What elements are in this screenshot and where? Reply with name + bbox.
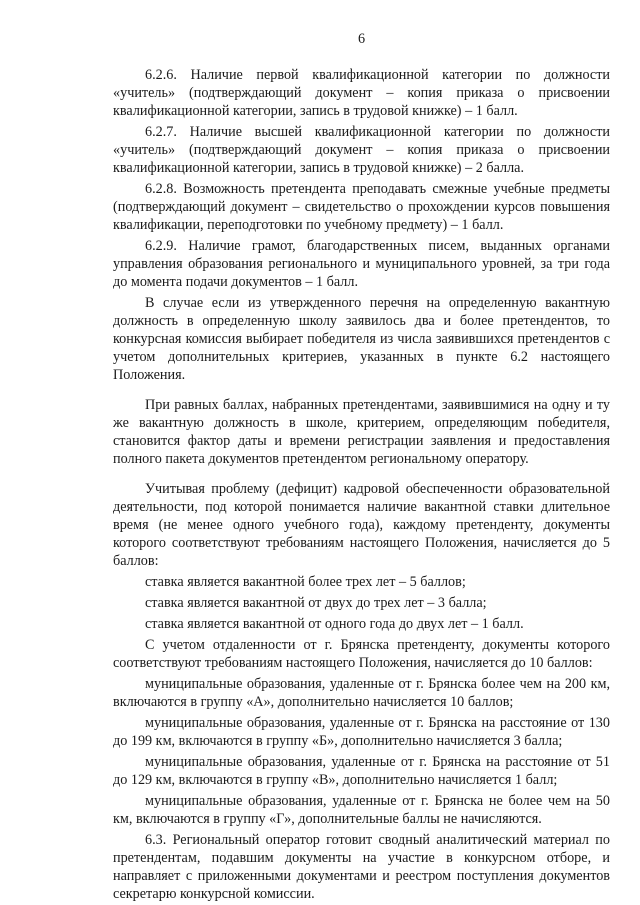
list-item-group-v: муниципальные образования, удаленные от г. Брянска на расстояние от 51 до 129 км, включаются в группу «В», дополнительно начисляется 1 балл; xyxy=(113,754,610,788)
paragraph-tie-candidates: В случае если из утвержденного перечня на определенную вакантную должность в определенную школу заявилось два и более претендентов, то конкурсная комиссия выбирает победителя из числа заявившихся претендентов с учетом дополнительных критериев, указанных в пункте 6.2 настоящего Положения. xyxy=(113,295,610,383)
list-item-group-a: муниципальные образования, удаленные от г. Брянска более чем на 200 км, включаются в группу «А», дополнительно начисляется 10 баллов; xyxy=(113,676,610,710)
list-item-vacancy-1-2-years: ставка является вакантной от одного года до двух лет – 1 балл. xyxy=(145,616,524,632)
list-item-group-b: муниципальные образования, удаленные от г. Брянска на расстояние от 130 до 199 км, включаются в группу «Б», дополнительно начисляется 3 балла; xyxy=(113,715,610,749)
paragraph-6-2-9: 6.2.9. Наличие грамот, благодарственных писем, выданных органами управления образования регионального и муниципального уровней, за три года до момента подачи документов – 1 балл. xyxy=(113,238,610,290)
paragraph-staff-shortage: Учитывая проблему (дефицит) кадровой обеспеченности образовательной деятельности, под которой понимается наличие вакантной ставки длительное время (не менее одного учебного года), каждому претенденту, документы которого соответствуют требованиям настоящего Положения, начисляется до 5 баллов: xyxy=(113,481,610,569)
paragraph-6-2-7: 6.2.7. Наличие высшей квалификационной категории по должности «учитель» (подтверждающий документ – копия приказа о присвоении квалификационной категории, запись в трудовой книжке) – 2 балла. xyxy=(113,124,610,176)
page-number: 6 xyxy=(357,31,366,47)
list-item-vacancy-2-3-years: ставка является вакантной от двух до трех лет – 3 балла; xyxy=(145,595,487,611)
paragraph-equal-scores: При равных баллах, набранных претендентами, заявившимися на одну и ту же вакантную должность в школе, критерием, определяющим победителя, становится фактор даты и времени регистрации заявления и предоставления полного пакета документов претендентом региональному оператору. xyxy=(113,397,610,467)
paragraph-6-2-8: 6.2.8. Возможность претендента преподавать смежные учебные предметы (подтверждающий документ – свидетельство о прохождении курсов повышения квалификации, переподготовки по учебному предмету) – 1 балл. xyxy=(113,181,610,233)
list-item-group-g: муниципальные образования, удаленные от г. Брянска не более чем на 50 км, включаются в группу «Г», дополнительные баллы не начисляются. xyxy=(113,793,610,827)
paragraph-6-3: 6.3. Региональный оператор готовит сводный аналитический материал по претендентам, подавшим документы на участие в конкурсном отборе, и направляет с приложенными документами и реестром поступления документов секретарю конкурсной комиссии. xyxy=(113,832,610,902)
paragraph-6-2-6: 6.2.6. Наличие первой квалификационной категории по должности «учитель» (подтверждающий документ – копия приказа о присвоении квалификационной категории, запись в трудовой книжке) – 1 балл. xyxy=(113,67,610,119)
paragraph-distance: С учетом отдаленности от г. Брянска претенденту, документы которого соответствуют требованиям настоящего Положения, начисляется до 10 баллов: xyxy=(113,637,610,671)
list-item-vacancy-3-years: ставка является вакантной более трех лет – 5 баллов; xyxy=(145,574,466,590)
